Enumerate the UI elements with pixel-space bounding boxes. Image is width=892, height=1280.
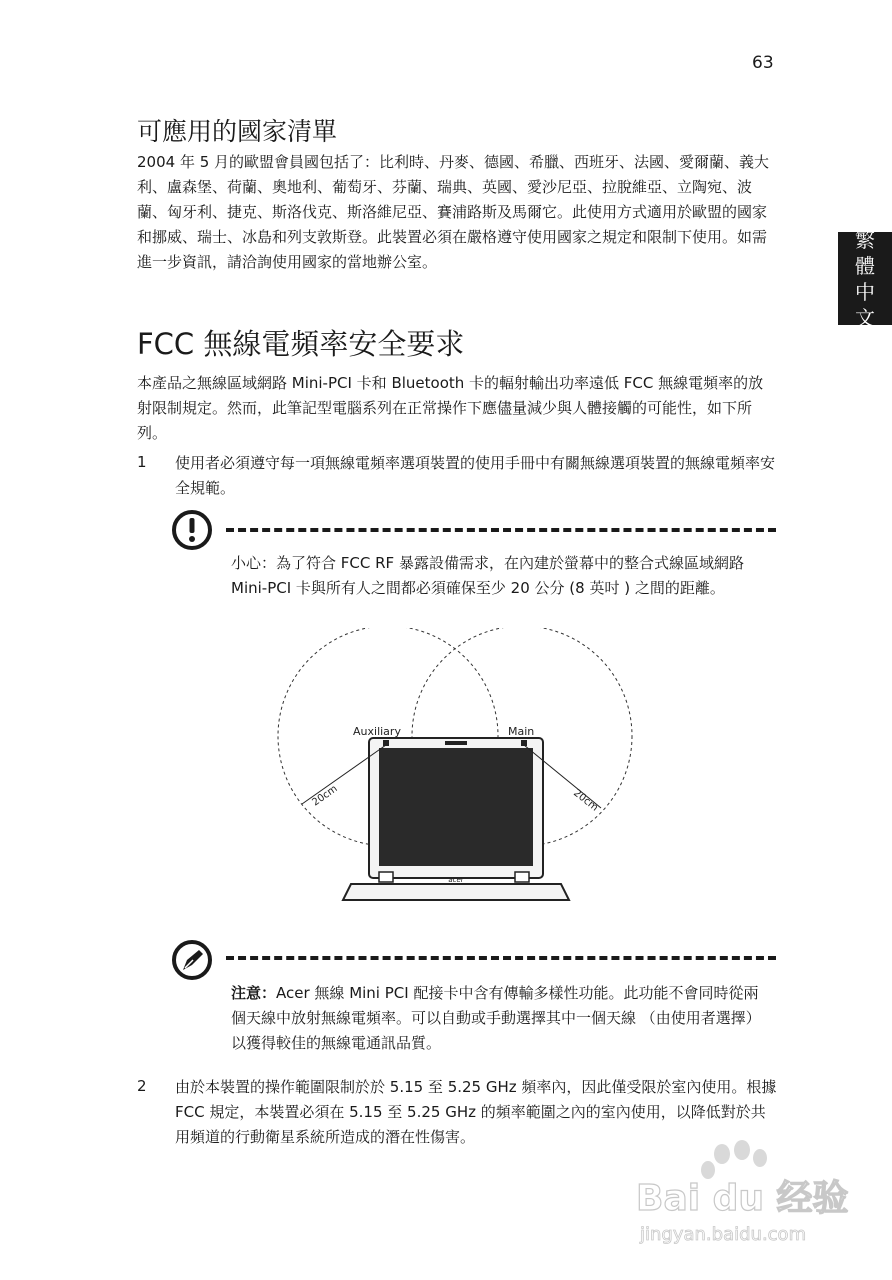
list-item-text: 由於本裝置的操作範圍限制於於 5.15 至 5.25 GHz 頻率內，因此僅受限於室內使用。根據 FCC 規定，本裝置必須在 5.15 至 5.25 GHz 的頻率範圍之內的室內使用，以降低對於共用頻道的行動衛星系統所造成的潛在性傷害。 [175,1078,777,1146]
language-tab-char: 文 [855,305,875,330]
list-item-number: 2 [137,1077,147,1095]
section-title-fcc: FCC 無線電頻率安全要求 [137,327,465,361]
language-tab-char: 繁 [855,227,875,252]
hinge-right [515,872,529,882]
watermark-brand: Bai du 经验 [636,1178,849,1219]
caution-divider [226,528,776,532]
laptop-screen [379,748,533,866]
paw-icon [701,1140,767,1179]
brand-logo: acer [448,876,464,884]
webcam-bar [445,741,467,745]
hinge-left [379,872,393,882]
note-divider [226,956,776,960]
main-label: Main [508,725,535,738]
caution-label: 小心： [231,554,277,572]
watermark-url: jingyan.baidu.com [640,1224,807,1245]
laptop-base [343,884,569,900]
auxiliary-label: Auxiliary [353,725,401,738]
left-distance-label: 20cm [310,783,340,809]
caution-text [231,551,761,601]
caution-icon [170,508,214,552]
antenna-distance-diagram [275,628,635,908]
list-item-number: 1 [137,453,147,471]
language-tab [838,227,892,330]
note-pen-icon [170,938,214,982]
page-number: 63 [752,53,774,73]
fcc-intro-paragraph: 本產品之無線區域網路 Mini-PCI 卡和 Bluetooth 卡的輻射輸出功率遠低 FCC 無線電頻率的放射限制規定。然而，此筆記型電腦系列在正常操作下應儘量減少與人體接觸的可能性，如下所列。 [137,374,764,442]
note-label: 注意： [231,984,277,1002]
note-text [231,981,761,1056]
language-tab-char: 中 [855,279,875,304]
countries-paragraph: 2004 年 5 月的歐盟會員國包括了：比利時、丹麥、德國、希臘、西班牙、法國、愛爾蘭、義大利、盧森堡、荷蘭、奧地利、葡萄牙、芬蘭、瑞典、英國、愛沙尼亞、拉脫維亞、立陶宛、波蘭、匈牙利、捷克、斯洛伐克、斯洛維尼亞、賽浦路斯及馬爾它。此使用方式適用於歐盟的國家和挪威、瑞士、冰島和列支敦斯登。此裝置必須在嚴格遵守使用國家之規定和限制下使用。如需進一步資訊，請洽詢使用國家的當地辦公室。 [137,153,770,271]
language-tab-char: 體 [855,253,875,278]
right-distance-label: 20cm [571,787,600,814]
baidu-jingyan-watermark [630,1140,870,1250]
list-item-text: 使用者必須遵守每一項無線電頻率選項裝置的使用手冊中有關無線選項裝置的無線電頻率安全規範。 [175,454,776,497]
section-title-countries: 可應用的國家清單 [137,117,338,146]
note-body: Acer 無線 Mini PCI 配接卡中含有傳輸多樣性功能。此功能不會同時從兩個天線中放射無線電頻率。可以自動或手動選擇其中一個天線 （由使用者選擇）以獲得較佳的無線電通訊品質。 [231,984,761,1052]
caution-body: 為了符合 FCC RF 暴露設備需求，在內建於螢幕中的整合式線區域網路 Mini-PCI 卡與所有人之間都必須確保至少 20 公分 (8 英吋 ) 之間的距離。 [231,554,744,597]
